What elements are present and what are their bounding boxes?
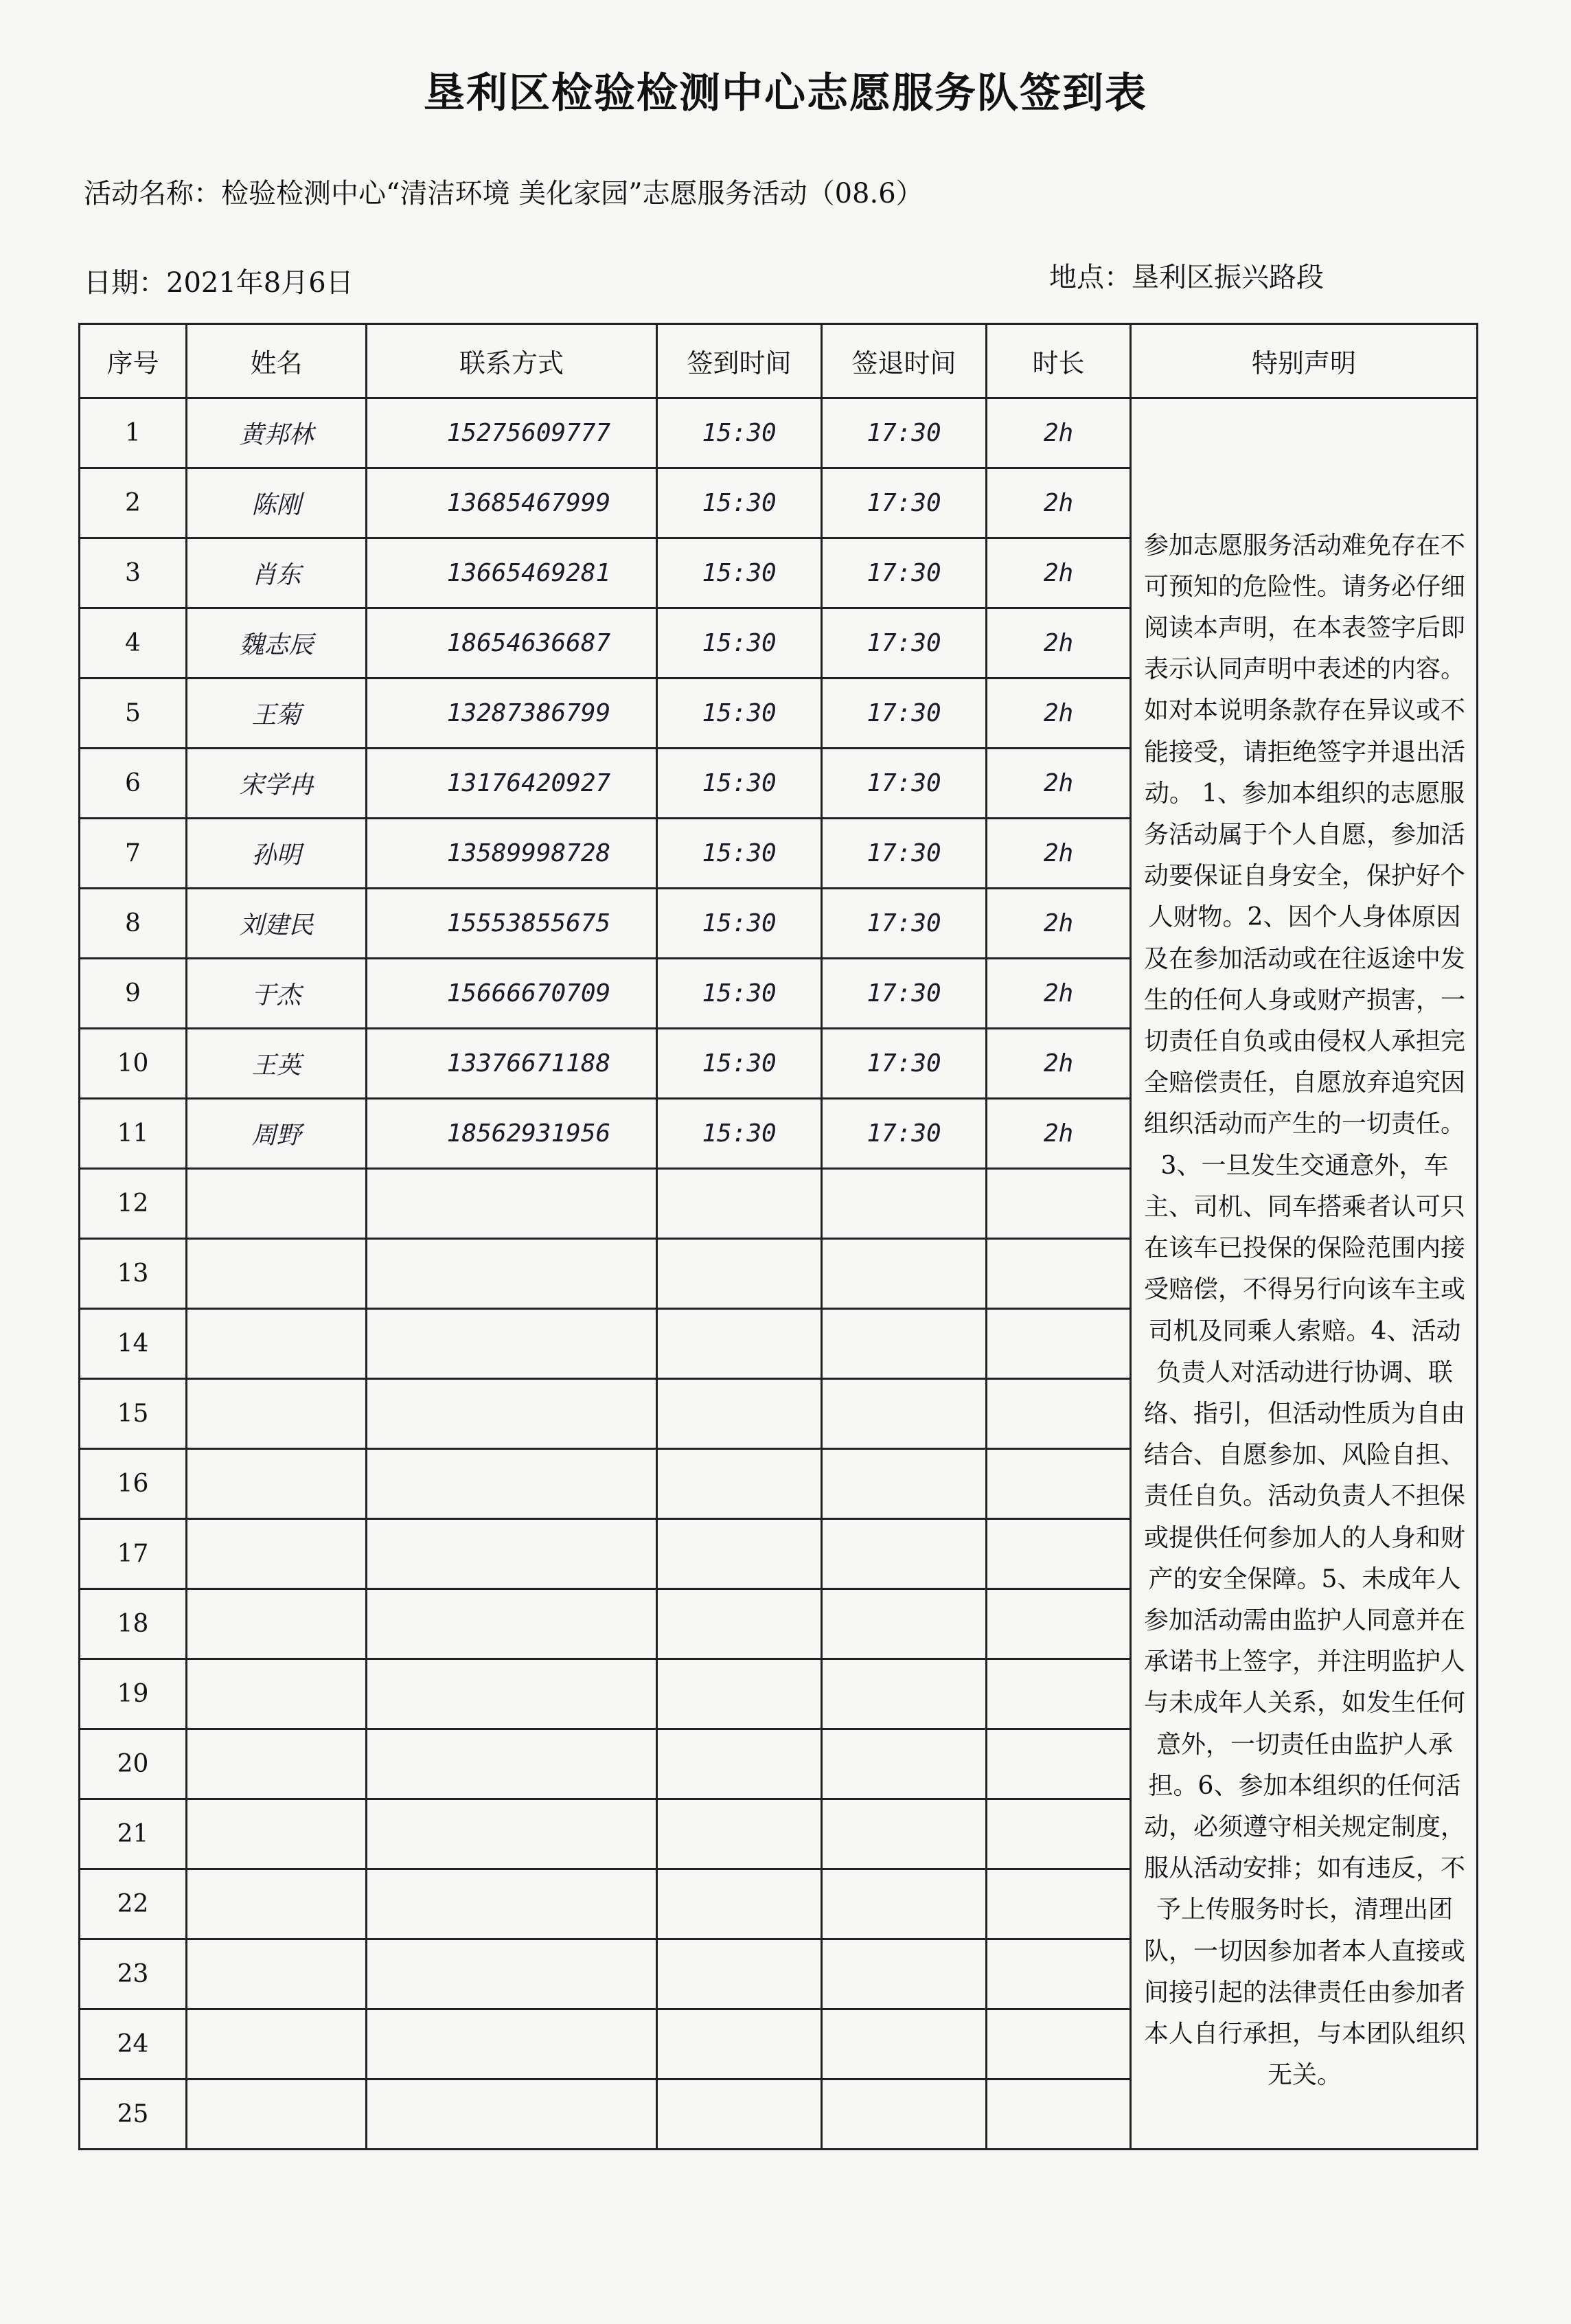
phone-number: 15553855675: [367, 889, 657, 959]
sign-in-time: [657, 1309, 822, 1379]
sign-in-time: 15:30: [657, 819, 822, 889]
activity-name: 活动名称：检验检测中心“清洁环境 美化家园”志愿服务活动（08.6）: [84, 178, 924, 209]
activity-location: 地点：垦利区振兴路段: [1049, 262, 1324, 293]
signature: 肖东: [187, 538, 367, 608]
phone-number: [367, 1939, 657, 2009]
signature: [187, 1589, 367, 1659]
phone-number: 13685467999: [367, 468, 657, 538]
sign-out-time: [822, 1379, 987, 1449]
duration: 2h: [987, 889, 1131, 959]
duration: [987, 1169, 1131, 1239]
phone-number: 15275609777: [367, 398, 657, 468]
duration: [987, 1519, 1131, 1589]
signature: 孙明: [187, 819, 367, 889]
duration: [987, 2009, 1131, 2080]
phone-number: [367, 1379, 657, 1449]
sign-in-time: 15:30: [657, 889, 822, 959]
signature: [187, 1869, 367, 1939]
phone-number: [367, 1869, 657, 1939]
row-number: 1: [80, 398, 187, 468]
sign-in-time: [657, 1939, 822, 2009]
signature: 王菊: [187, 679, 367, 749]
phone-number: [367, 1239, 657, 1309]
sign-out-time: [822, 1659, 987, 1729]
signature: 陈刚: [187, 468, 367, 538]
signature: [187, 1169, 367, 1239]
row-number: 10: [80, 1029, 187, 1099]
duration: 2h: [987, 608, 1131, 679]
duration: [987, 1939, 1131, 2009]
sign-out-time: [822, 1799, 987, 1869]
row-number: 16: [80, 1449, 187, 1519]
duration: [987, 1589, 1131, 1659]
signature: [187, 1799, 367, 1869]
page-title: 垦利区检验检测中心志愿服务队签到表: [424, 69, 1147, 117]
duration: 2h: [987, 468, 1131, 538]
phone-number: [367, 1449, 657, 1519]
sign-in-time: [657, 1589, 822, 1659]
duration: 2h: [987, 749, 1131, 819]
row-number: 25: [80, 2080, 187, 2150]
sign-in-time: [657, 1239, 822, 1309]
phone-number: [367, 1659, 657, 1729]
sign-in-time: 15:30: [657, 749, 822, 819]
duration: [987, 1799, 1131, 1869]
signature: 魏志辰: [187, 608, 367, 679]
sign-in-time: 15:30: [657, 398, 822, 468]
phone-number: [367, 1169, 657, 1239]
phone-number: [367, 1729, 657, 1799]
sign-out-time: 17:30: [822, 819, 987, 889]
sign-out-time: 17:30: [822, 959, 987, 1029]
sign-in-time: [657, 1869, 822, 1939]
sign-out-time: 17:30: [822, 398, 987, 468]
signature: [187, 1449, 367, 1519]
signature: [187, 1939, 367, 2009]
row-number: 4: [80, 608, 187, 679]
row-number: 3: [80, 538, 187, 608]
signature: [187, 2009, 367, 2080]
sign-out-time: 17:30: [822, 1029, 987, 1099]
duration: 2h: [987, 1029, 1131, 1099]
row-number: 7: [80, 819, 187, 889]
row-number: 18: [80, 1589, 187, 1659]
sign-in-time: [657, 1449, 822, 1519]
duration: 2h: [987, 1099, 1131, 1169]
sign-in-time: 15:30: [657, 608, 822, 679]
signature: 王英: [187, 1029, 367, 1099]
sign-in-time: [657, 1799, 822, 1869]
phone-number: 18562931956: [367, 1099, 657, 1169]
sign-out-time: [822, 2080, 987, 2150]
sign-in-time: [657, 1169, 822, 1239]
special-statement: 参加志愿服务活动难免存在不可预知的危险性。请务必仔细阅读本声明，在本表签字后即表示认同声明中表述的内容。如对本说明条款存在异议或不能接受，请拒绝签字并退出活动。 1、参加本组织的志愿服务活动属于个人自愿，参加活动要保证自身安全，保护好个人财物。2、因个人身体原因及在参加活动或在往返途中发生的任何人身或财产损害，一切责任自负或由侵权人承担完全赔偿责任，自愿放弃追究因组织活动而产生的一切责任。3、一旦发生交通意外，车主、司机、同车搭乘者认可只在该车已投保的保险范围内接受赔偿，不得另行向该车主或司机及同乘人索赔。4、活动负责人对活动进行协调、联络、指引，但活动性质为自由结合、自愿参加、风险自担、责任自负。活动负责人不担保或提供任何参加人的人身和财产的安全保障。5、未成年人参加活动需由监护人同意并在承诺书上签字，并注明监护人与未成年人关系，如发生任何意外，一切责任由监护人承担。6、参加本组织的任何活动，必须遵守相关规定制度，服从活动安排；如有违反，不予上传服务时长，清理出团队，一切因参加者本人直接或间接引起的法律责任由参加者本人自行承担，与本团队组织无关。: [1131, 398, 1478, 2150]
sign-in-time: [657, 1519, 822, 1589]
duration: 2h: [987, 538, 1131, 608]
sign-in-time: [657, 2080, 822, 2150]
sign-out-time: [822, 1869, 987, 1939]
sign-in-time: 15:30: [657, 1099, 822, 1169]
duration: [987, 1659, 1131, 1729]
phone-number: [367, 1799, 657, 1869]
sign-out-time: [822, 1309, 987, 1379]
row-number: 13: [80, 1239, 187, 1309]
header-sign-out: 签退时间: [822, 324, 987, 398]
signature: 宋学冉: [187, 749, 367, 819]
sign-in-time: [657, 1659, 822, 1729]
table-row: [80, 398, 1478, 468]
row-number: 20: [80, 1729, 187, 1799]
sign-out-time: 17:30: [822, 889, 987, 959]
sign-out-time: 17:30: [822, 679, 987, 749]
row-number: 6: [80, 749, 187, 819]
row-number: 8: [80, 889, 187, 959]
phone-number: 13665469281: [367, 538, 657, 608]
row-number: 22: [80, 1869, 187, 1939]
duration: [987, 1449, 1131, 1519]
phone-number: [367, 1589, 657, 1659]
sign-in-time: 15:30: [657, 468, 822, 538]
signature: [187, 2080, 367, 2150]
header-sign-in: 签到时间: [657, 324, 822, 398]
duration: [987, 1379, 1131, 1449]
row-number: 12: [80, 1169, 187, 1239]
signature: [187, 1309, 367, 1379]
sign-in-time: 15:30: [657, 679, 822, 749]
signature: [187, 1519, 367, 1589]
phone-number: [367, 2080, 657, 2150]
row-number: 11: [80, 1099, 187, 1169]
duration: [987, 1239, 1131, 1309]
sign-out-time: 17:30: [822, 468, 987, 538]
sign-out-time: [822, 1939, 987, 2009]
duration: 2h: [987, 679, 1131, 749]
signature: 于杰: [187, 959, 367, 1029]
phone-number: 15666670709: [367, 959, 657, 1029]
header-no: 序号: [80, 324, 187, 398]
sign-in-time: 15:30: [657, 1029, 822, 1099]
duration: 2h: [987, 959, 1131, 1029]
row-number: 23: [80, 1939, 187, 2009]
sign-out-time: 17:30: [822, 1099, 987, 1169]
sign-out-time: [822, 1239, 987, 1309]
header-duration: 时长: [987, 324, 1131, 398]
sign-in-time: 15:30: [657, 538, 822, 608]
activity-date: 日期：2021年8月6日: [84, 267, 354, 299]
row-number: 21: [80, 1799, 187, 1869]
row-number: 17: [80, 1519, 187, 1589]
duration: [987, 1869, 1131, 1939]
phone-number: [367, 1309, 657, 1379]
signature: [187, 1379, 367, 1449]
duration: 2h: [987, 819, 1131, 889]
sign-out-time: [822, 1589, 987, 1659]
row-number: 14: [80, 1309, 187, 1379]
row-number: 24: [80, 2009, 187, 2080]
phone-number: [367, 1519, 657, 1589]
sign-out-time: 17:30: [822, 749, 987, 819]
sign-out-time: [822, 1519, 987, 1589]
phone-number: 18654636687: [367, 608, 657, 679]
sign-in-time: [657, 2009, 822, 2080]
row-number: 9: [80, 959, 187, 1029]
row-number: 15: [80, 1379, 187, 1449]
sign-in-time: [657, 1729, 822, 1799]
duration: [987, 2080, 1131, 2150]
signature: [187, 1729, 367, 1799]
phone-number: 13287386799: [367, 679, 657, 749]
phone-number: 13376671188: [367, 1029, 657, 1099]
duration: 2h: [987, 398, 1131, 468]
duration: [987, 1729, 1131, 1799]
signature: [187, 1239, 367, 1309]
signature: 周野: [187, 1099, 367, 1169]
header-name: 姓名: [187, 324, 367, 398]
signature: [187, 1659, 367, 1729]
header-statement: 特别声明: [1131, 324, 1478, 398]
sign-out-time: 17:30: [822, 608, 987, 679]
sign-out-time: [822, 1729, 987, 1799]
phone-number: 13589998728: [367, 819, 657, 889]
row-number: 5: [80, 679, 187, 749]
sign-in-time: 15:30: [657, 959, 822, 1029]
duration: [987, 1309, 1131, 1379]
phone-number: 13176420927: [367, 749, 657, 819]
signature: 黄邦林: [187, 398, 367, 468]
sign-out-time: [822, 2009, 987, 2080]
sign-out-time: [822, 1449, 987, 1519]
header-row: [80, 324, 1478, 398]
row-number: 2: [80, 468, 187, 538]
phone-number: [367, 2009, 657, 2080]
sign-out-time: 17:30: [822, 538, 987, 608]
sign-in-time: [657, 1379, 822, 1449]
signature: 刘建民: [187, 889, 367, 959]
header-phone: 联系方式: [367, 324, 657, 398]
sign-out-time: [822, 1169, 987, 1239]
row-number: 19: [80, 1659, 187, 1729]
sign-in-table: [78, 323, 1478, 2150]
